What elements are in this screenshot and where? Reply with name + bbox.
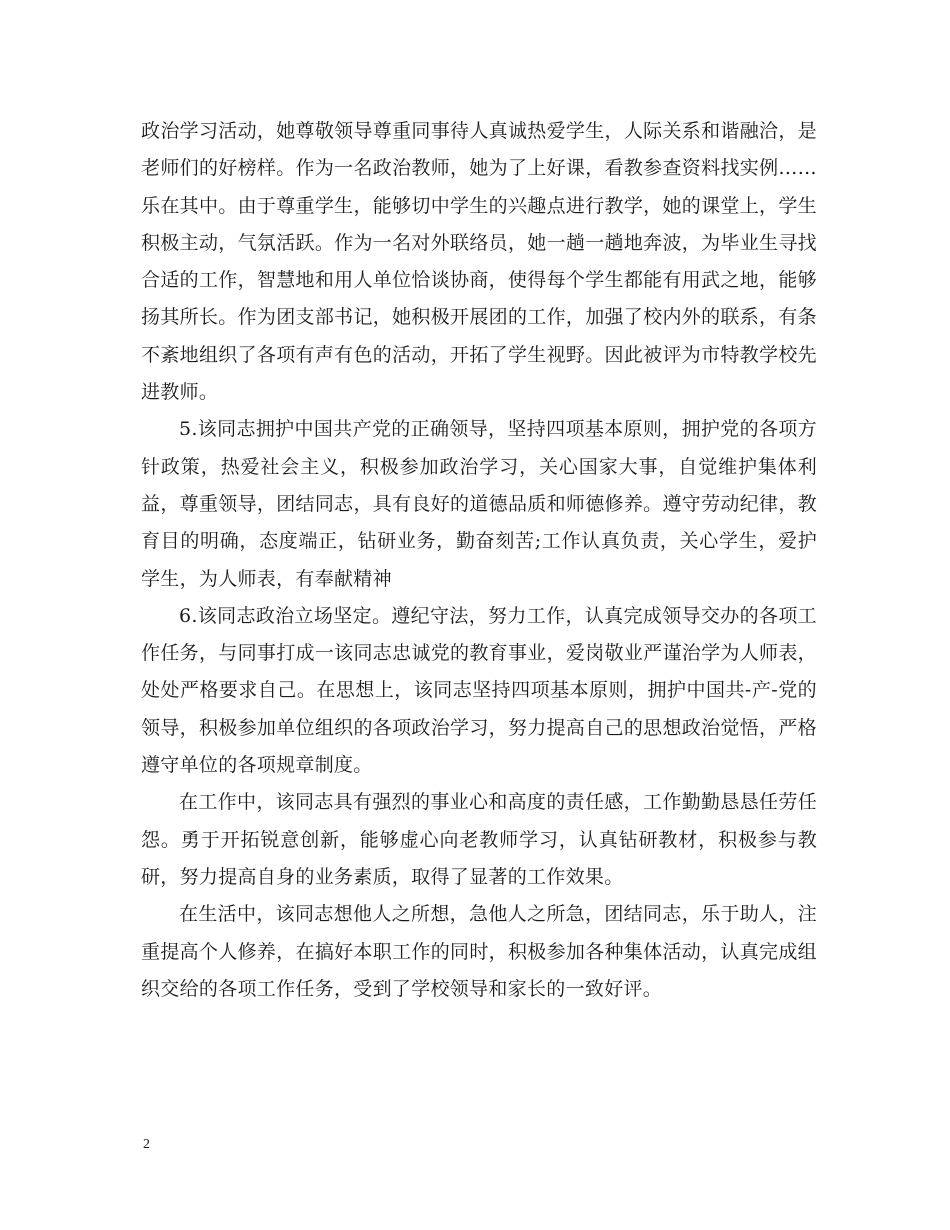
page-number: 2 bbox=[143, 1137, 150, 1152]
paragraph-continuation: 政治学习活动，她尊敬领导尊重同事待人真诚热爱学生，人际关系和谐融洽，是老师们的好榜样。作为一名政治教师，她为了上好课，看教参查资料找实例……乐在其中。由于尊重学生，能够切中学生的兴趣点进行教学，她的课堂上，学生积极主动，气氛活跃。作为一名对外联络员，她一趟一趟地奔波，为毕业生寻找合适的工作，智慧地和用人单位恰谈协商，使得每个学生都能有用武之地，能够扬其所长。作为团支部书记，她积极开展团的工作，加强了校内外的联系，有条不紊地组织了各项有声有色的活动，开拓了学生视野。因此被评为市特教学校先进教师。 bbox=[141, 120, 817, 404]
paragraph-item-6: 6.该同志政治立场坚定。遵纪守法，努力工作，认真完成领导交办的各项工作任务，与同事打成一该同志忠诚党的教育事业，爱岗敬业严谨治学为人师表，处处严格要求自己。在思想上，该同志坚持四项基本原则，拥护中国共-产-党的领导，积极参加单位组织的各项政治学习，努力提高自己的思想政治觉悟，严格遵守单位的各项规章制度。 bbox=[141, 604, 817, 777]
document-body bbox=[141, 113, 817, 1008]
paragraph-life: 在生活中，该同志想他人之所想，急他人之所急，团结同志，乐于助人，注重提高个人修养，在搞好本职工作的同时，积极参加各种集体活动，认真完成组织交给的各项工作任务，受到了学校领导和家长的一致好评。 bbox=[141, 903, 817, 1000]
paragraph-item-5: 5.该同志拥护中国共产党的正确领导，坚持四项基本原则，拥护党的各项方针政策，热爱社会主义，积极参加政治学习，关心国家大事，自觉维护集体利益，尊重领导，团结同志，具有良好的道德品质和师德修养。遵守劳动纪律，教育目的明确，态度端正，钻研业务，勤奋刻苦;工作认真负责，关心学生，爱护学生，为人师表，有奉献精神 bbox=[141, 418, 817, 590]
paragraph-work: 在工作中，该同志具有强烈的事业心和高度的责任感，工作勤勤恳恳任劳任怨。勇于开拓锐意创新，能够虚心向老教师学习，认真钻研教材，积极参与教研，努力提高自身的业务素质，取得了显著的工作效果。 bbox=[141, 791, 817, 888]
